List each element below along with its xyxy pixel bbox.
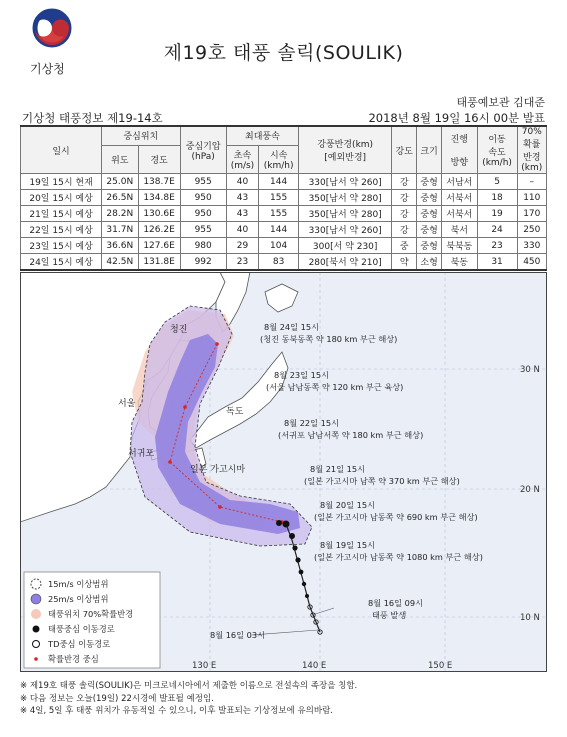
lon-label-130: 130 E xyxy=(192,661,217,671)
lat-label-20: 20 N xyxy=(520,485,540,495)
table-row xyxy=(21,238,547,254)
cell-kmh: 144 xyxy=(259,222,299,238)
legend-label-td-track: TD중심 이동경로 xyxy=(48,639,111,649)
cell-radius: 280[북서 약 210] xyxy=(299,254,392,271)
cell-size: 중형 xyxy=(417,238,442,254)
cell-lat: 36.6N xyxy=(102,238,138,254)
cell-ms: 43 xyxy=(226,206,258,222)
lon-label-140: 140 E xyxy=(302,661,327,671)
prob-center-21 xyxy=(218,505,222,509)
annot-d21: 8월 21일 15시 xyxy=(310,464,365,474)
footnotes xyxy=(20,680,357,718)
cell-lon: 126.2E xyxy=(138,222,180,238)
col-lon: 경도 xyxy=(138,145,180,173)
cell-speed: 31 xyxy=(477,254,517,271)
cell-size: 소형 xyxy=(417,254,442,271)
footnote-3: ※ 4일, 5일 후 태풍 위치가 유동적일 수 있으니, 이후 발표되는 기상정보에 유의바람. xyxy=(20,706,334,716)
label-seoul: 서울 xyxy=(118,399,136,409)
cell-kmh: 155 xyxy=(259,206,299,222)
cell-lon: 127.6E xyxy=(138,238,180,254)
col-pressure: 중심기압 (hPa) xyxy=(180,126,226,174)
annot-d16a-sub: 태풍 발생 xyxy=(372,610,407,620)
annot-d22-sub: (서귀포 남남서쪽 약 180 km 부근 해상) xyxy=(278,430,424,440)
table-row xyxy=(21,254,547,271)
table-row xyxy=(21,206,547,222)
annot-d23-sub: (서울 남남동쪽 약 120 km 부근 육상) xyxy=(266,382,404,392)
cell-intensity: 중 xyxy=(392,238,417,254)
annot-d23: 8월 23일 15시 xyxy=(274,370,329,380)
cell-lat: 31.7N xyxy=(102,222,138,238)
annot-d21-sub: (일본 가고시마 남쪽 약 370 km 부근 해상) xyxy=(304,476,460,486)
legend-label-prob70: 태풍위치 70%확률반경 xyxy=(48,609,134,619)
typhoon-symbol-b xyxy=(289,533,295,539)
legend-25ms-icon xyxy=(31,594,41,604)
annot-d24: 8월 24일 15시 xyxy=(264,322,319,332)
cell-pressure: 950 xyxy=(180,206,226,222)
cell-datetime: 22일 15시 예상 xyxy=(21,222,102,238)
cell-speed: 18 xyxy=(477,190,517,206)
cell-speed: 24 xyxy=(477,222,517,238)
col-datetime: 일시 xyxy=(21,126,102,174)
cell-prob: 170 xyxy=(517,206,546,222)
legend-label-15ms: 15m/s 이상범위 xyxy=(48,579,109,589)
cell-prob: 110 xyxy=(517,190,546,206)
cell-size: 중형 xyxy=(417,190,442,206)
cell-speed: 23 xyxy=(477,238,517,254)
table-row xyxy=(21,222,547,238)
legend-typhoon-track-icon xyxy=(33,626,40,633)
agency-name: 기상청 xyxy=(30,62,65,76)
cell-speed: 5 xyxy=(477,174,517,190)
cell-kmh: 144 xyxy=(259,174,299,190)
cell-prob: 250 xyxy=(517,222,546,238)
cell-lon: 134.8E xyxy=(138,190,180,206)
cell-datetime: 20일 15시 예상 xyxy=(21,190,102,206)
col-wind-ms: 초속 (m/s) xyxy=(226,145,258,173)
cell-radius: 330[남서 약 260] xyxy=(299,174,392,190)
cell-radius: 350[남서 약 280] xyxy=(299,190,392,206)
cell-radius: 300[서 약 230] xyxy=(299,238,392,254)
cell-ms: 29 xyxy=(226,238,258,254)
cell-dir: 북북동 xyxy=(442,238,478,254)
col-max-wind: 최대풍속 xyxy=(226,126,298,145)
typhoon-symbol-f xyxy=(302,582,306,586)
cell-intensity: 강 xyxy=(392,222,417,238)
footnote-2: ※ 다음 정보는 오늘(19일) 22시경에 발표될 예정임. xyxy=(20,693,214,704)
typhoon-symbol-a xyxy=(276,520,282,526)
table-row xyxy=(21,174,547,190)
col-gale-radius: 강풍반경(km) [예외반경] xyxy=(299,126,392,174)
cell-kmh: 155 xyxy=(259,190,299,206)
cell-datetime: 19일 15시 현재 xyxy=(21,174,102,190)
cell-lat: 25.0N xyxy=(102,174,138,190)
annot-d24-sub: (청진 동북동쪽 약 180 km 부근 해상) xyxy=(260,334,398,344)
cell-datetime: 23일 15시 예상 xyxy=(21,238,102,254)
cell-lat: 26.5N xyxy=(102,190,138,206)
cell-datetime: 21일 15시 예상 xyxy=(21,206,102,222)
cell-lon: 138.7E xyxy=(138,174,180,190)
cell-pressure: 955 xyxy=(180,222,226,238)
cell-datetime: 24일 15시 예상 xyxy=(21,254,102,271)
table-row xyxy=(21,190,547,206)
cell-prob: 330 xyxy=(517,238,546,254)
cell-lon: 131.8E xyxy=(138,254,180,271)
footnote-1: ※ 제19호 태풍 솔릭(SOULIK)은 미크로네시아에서 제출한 이름으로 전설속의 족장을 칭함. xyxy=(20,681,358,691)
forecaster-name: 태풍예보관 김대준 xyxy=(456,96,545,109)
page-title: 제19호 태풍 솔릭(SOULIK) xyxy=(163,42,404,64)
cell-dir: 북동 xyxy=(442,254,478,271)
annot-d19: 8월 19일 15시 xyxy=(320,540,375,550)
cell-intensity: 강 xyxy=(392,174,417,190)
cell-pressure: 980 xyxy=(180,238,226,254)
prob-center-22 xyxy=(168,460,172,464)
cell-ms: 40 xyxy=(226,174,258,190)
issued-time: 2018년 8월 19일 16시 00분 발표 xyxy=(368,111,545,125)
cell-intensity: 강 xyxy=(392,206,417,222)
prob-center-23 xyxy=(183,405,187,409)
cell-lat: 42.5N xyxy=(102,254,138,271)
cell-intensity: 강 xyxy=(392,190,417,206)
col-center-pos: 중심위치 xyxy=(102,126,180,145)
cell-dir: 서북서 xyxy=(442,190,478,206)
cell-ms: 23 xyxy=(226,254,258,271)
legend-label-typhoon-track: 태풍중심 이동경로 xyxy=(48,624,115,634)
annot-d22: 8월 22일 15시 xyxy=(284,418,339,428)
col-lat: 위도 xyxy=(102,145,138,173)
cell-lon: 130.6E xyxy=(138,206,180,222)
col-prob: 70% 확률 반경 (km) xyxy=(517,126,546,174)
annot-d19-sub: (일본 가고시마 남동쪽 약 1080 km 부근 해상) xyxy=(314,552,483,562)
cell-lat: 28.2N xyxy=(102,206,138,222)
legend-prob70-icon xyxy=(31,609,41,619)
legend-label-prob-center: 확률반경 중심 xyxy=(48,654,99,664)
annot-d16a: 8월 16일 09시 xyxy=(368,598,423,608)
typhoon-track-map xyxy=(20,272,547,672)
cell-size: 중형 xyxy=(417,222,442,238)
typhoon-symbol-c xyxy=(292,545,297,550)
label-seogwipo: 서귀포 xyxy=(128,449,155,459)
col-direction: 진행 방향 xyxy=(442,126,478,174)
cell-dir: 서북서 xyxy=(442,206,478,222)
annot-d20: 8월 20일 15시 xyxy=(320,500,375,510)
map-legend xyxy=(24,572,160,668)
cell-pressure: 950 xyxy=(180,190,226,206)
label-kagoshima: 일본 가고시마 xyxy=(190,465,246,475)
cell-pressure: 992 xyxy=(180,254,226,271)
typhoon-symbol-19 xyxy=(283,521,290,528)
cell-kmh: 104 xyxy=(259,238,299,254)
lat-label-30: 30 N xyxy=(520,365,540,375)
legend-prob-center-icon xyxy=(34,657,38,661)
cell-size: 중형 xyxy=(417,206,442,222)
cell-radius: 330[남서 약 260] xyxy=(299,222,392,238)
bulletin-number: 기상청 태풍정보 제19-14호 xyxy=(22,111,163,125)
annot-d20-sub: (일본 가고시마 남동쪽 약 690 km 부근 해상) xyxy=(314,512,478,522)
label-dokdo: 독도 xyxy=(226,407,244,417)
cell-ms: 40 xyxy=(226,222,258,238)
cell-ms: 43 xyxy=(226,190,258,206)
lon-label-150: 150 E xyxy=(428,661,453,671)
cell-prob: 450 xyxy=(517,254,546,271)
cell-kmh: 83 xyxy=(259,254,299,271)
cell-radius: 350[남서 약 280] xyxy=(299,206,392,222)
typhoon-symbol-d xyxy=(295,557,300,562)
cell-prob: – xyxy=(517,174,546,190)
col-intensity: 강도 xyxy=(392,126,417,174)
cell-speed: 19 xyxy=(477,206,517,222)
cell-size: 중형 xyxy=(417,174,442,190)
typhoon-info-table xyxy=(20,125,547,271)
lat-label-10: 10 N xyxy=(520,613,540,623)
col-speed: 이동 속도 (km/h) xyxy=(477,126,517,174)
prob-center-24 xyxy=(215,342,219,346)
cell-pressure: 955 xyxy=(180,174,226,190)
annot-d16b: 8월 16일 03시 xyxy=(210,630,265,640)
col-size: 크기 xyxy=(417,126,442,174)
cell-dir: 서남서 xyxy=(442,174,478,190)
cell-dir: 북서 xyxy=(442,222,478,238)
cell-intensity: 약 xyxy=(392,254,417,271)
legend-label-25ms: 25m/s 이상범위 xyxy=(48,594,109,604)
label-chongjin: 청진 xyxy=(170,325,188,335)
typhoon-symbol-g xyxy=(305,594,309,598)
col-wind-kmh: 시속 (km/h) xyxy=(259,145,299,173)
typhoon-symbol-e xyxy=(299,570,304,575)
